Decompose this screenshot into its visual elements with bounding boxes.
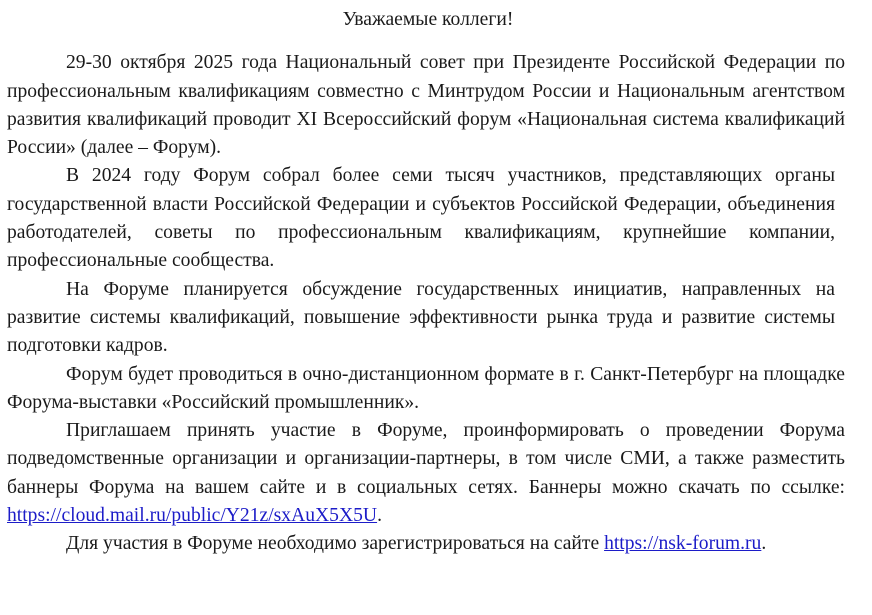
paragraph-invitation [7,417,845,530]
registration-text: Для участия в Форуме необходимо зарегистрироваться на сайте [66,533,605,555]
registration-site-link[interactable]: https://nsk-forum.ru [604,533,762,555]
paragraph-forum-announcement: 29-30 октября 2025 года Национальный совет при Президенте Российской Федерации по профессиональным квалификациям совместно с Минтрудом России и Национальным агентством развития квалификаций проводит XI Всероссийский форум «Национальная система квалификаций России» (далее – Форум). [7,52,845,159]
letter-body [7,6,845,559]
greeting-heading: Уважаемые коллеги! [342,9,514,30]
banners-download-link[interactable]: https://cloud.mail.ru/public/Y21z/sxAuX5X5U [7,505,378,527]
invitation-text: Приглашаем принять участие в Форуме, проинформировать о проведении Форума подведомственные организации и организации-партнеры, в том числе СМИ, а также разместить баннеры Форума на вашем сайте и в социальных сетях. Баннеры можно скачать по ссылке: [7,420,845,498]
paragraph-registration [7,530,845,558]
invitation-end: . [377,505,382,527]
paragraph-forum-format: Форум будет проводиться в очно-дистанционном формате в г. Санкт-Петербург на площадке Форума-выставки «Российский промышленник». [7,363,845,413]
paragraph-forum-topics: На Форуме планируется обсуждение государственных инициатив, направленных на развитие системы квалификаций, повышение эффективности рынка труда и развитие системы подготовки кадров. [7,278,835,357]
registration-end: . [761,533,767,555]
paragraph-previous-forum: В 2024 году Форум собрал более семи тысяч участников, представляющих органы государственной власти Российской Федерации и субъектов Российской Федерации, объединения работодателей, советы по профессиональным квалификациям, крупнейшие компании, профессиональные сообщества. [7,165,835,272]
